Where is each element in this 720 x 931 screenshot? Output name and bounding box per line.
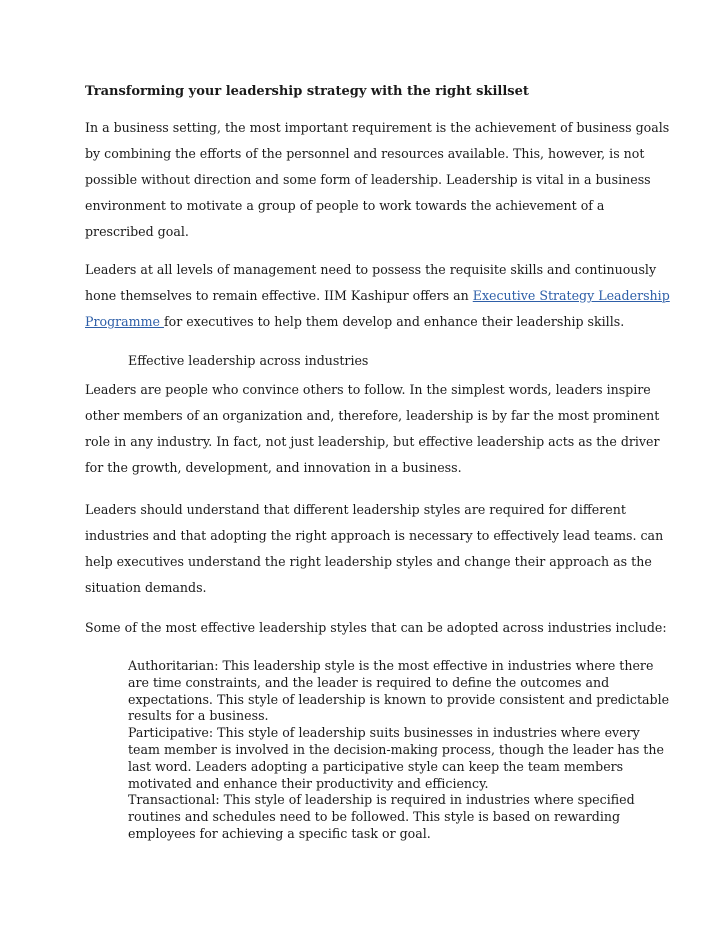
text-line: help executives understand the right leadership styles and change their approach as the [85,554,652,569]
text-line: Leaders at all levels of management need to possess the requisite skills and continuously [85,262,657,277]
list-line: Participative: This style of leadership suits businesses in industries where every [128,725,640,741]
text-line: other members of an organization and, therefore, leadership is by far the most prominent [85,408,660,423]
text-line: In a business setting, the most important requirement is the achievement of business goals [85,120,670,135]
text-line: Leaders should understand that different leadership styles are required for different [85,502,626,517]
text-segment: hone themselves to remain effective. IIM Kashipur offers an [85,288,473,303]
paragraph-intro [85,115,670,245]
list-line: routines and schedules need to be followed. This style is based on rewarding [128,809,621,825]
text-line: prescribed goal. [85,224,189,239]
subheading: Effective leadership across industries [128,353,369,368]
text-segment: for executives to help them develop and enhance their leadership skills. [164,314,625,329]
text-line: Leaders are people who convince others to follow. In the simplest words, leaders inspire [85,382,651,397]
paragraph-effective-styles [85,615,667,641]
list-line: results for a business. [128,708,269,724]
programme-link-continued[interactable]: Programme [85,314,165,329]
list-line: Transactional: This style of leadership is required in industries where specified [128,792,635,808]
text-line: role in any industry. In fact, not just leadership, but effective leadership acts as the driver [85,434,660,449]
list-line: expectations. This style of leadership is known to provide consistent and predictable [128,691,670,707]
paragraph-leaders [85,377,660,481]
text-line [85,283,670,309]
programme-link[interactable]: Executive Strategy Leadership [472,288,670,303]
text-line: situation demands. [85,580,207,595]
list-line: motivated and enhance their productivity and efficiency. [128,775,489,791]
text-line: possible without direction and some form of leadership. Leadership is vital in a business [85,172,651,187]
document-title: Transforming your leadership strategy with the right skillset [85,84,529,99]
list-line: last word. Leaders adopting a participative style can keep the team members [128,758,624,774]
list-line: team member is involved in the decision-making process, though the leader has the [128,741,664,757]
paragraph-iim-programme [85,257,670,335]
text-line: for the growth, development, and innovation in a business. [85,460,462,475]
list-line: are time constraints, and the leader is required to define the outcomes and [128,674,610,690]
text-line [85,309,640,335]
leadership-styles-list [128,658,670,843]
text-line: by combining the efforts of the personnel and resources available. This, however, is not [85,146,645,161]
list-line: employees for achieving a specific task or goal. [128,825,431,841]
text-line: environment to motivate a group of people to work towards the achievement of a [85,198,605,213]
text-line: industries and that adopting the right approach is necessary to effectively lead teams. can [85,528,664,543]
list-line: Authoritarian: This leadership style is the most effective in industries where there [128,658,654,673]
paragraph-styles-intro [85,497,664,601]
text-line: Some of the most effective leadership styles that can be adopted across industries include: [85,620,667,635]
